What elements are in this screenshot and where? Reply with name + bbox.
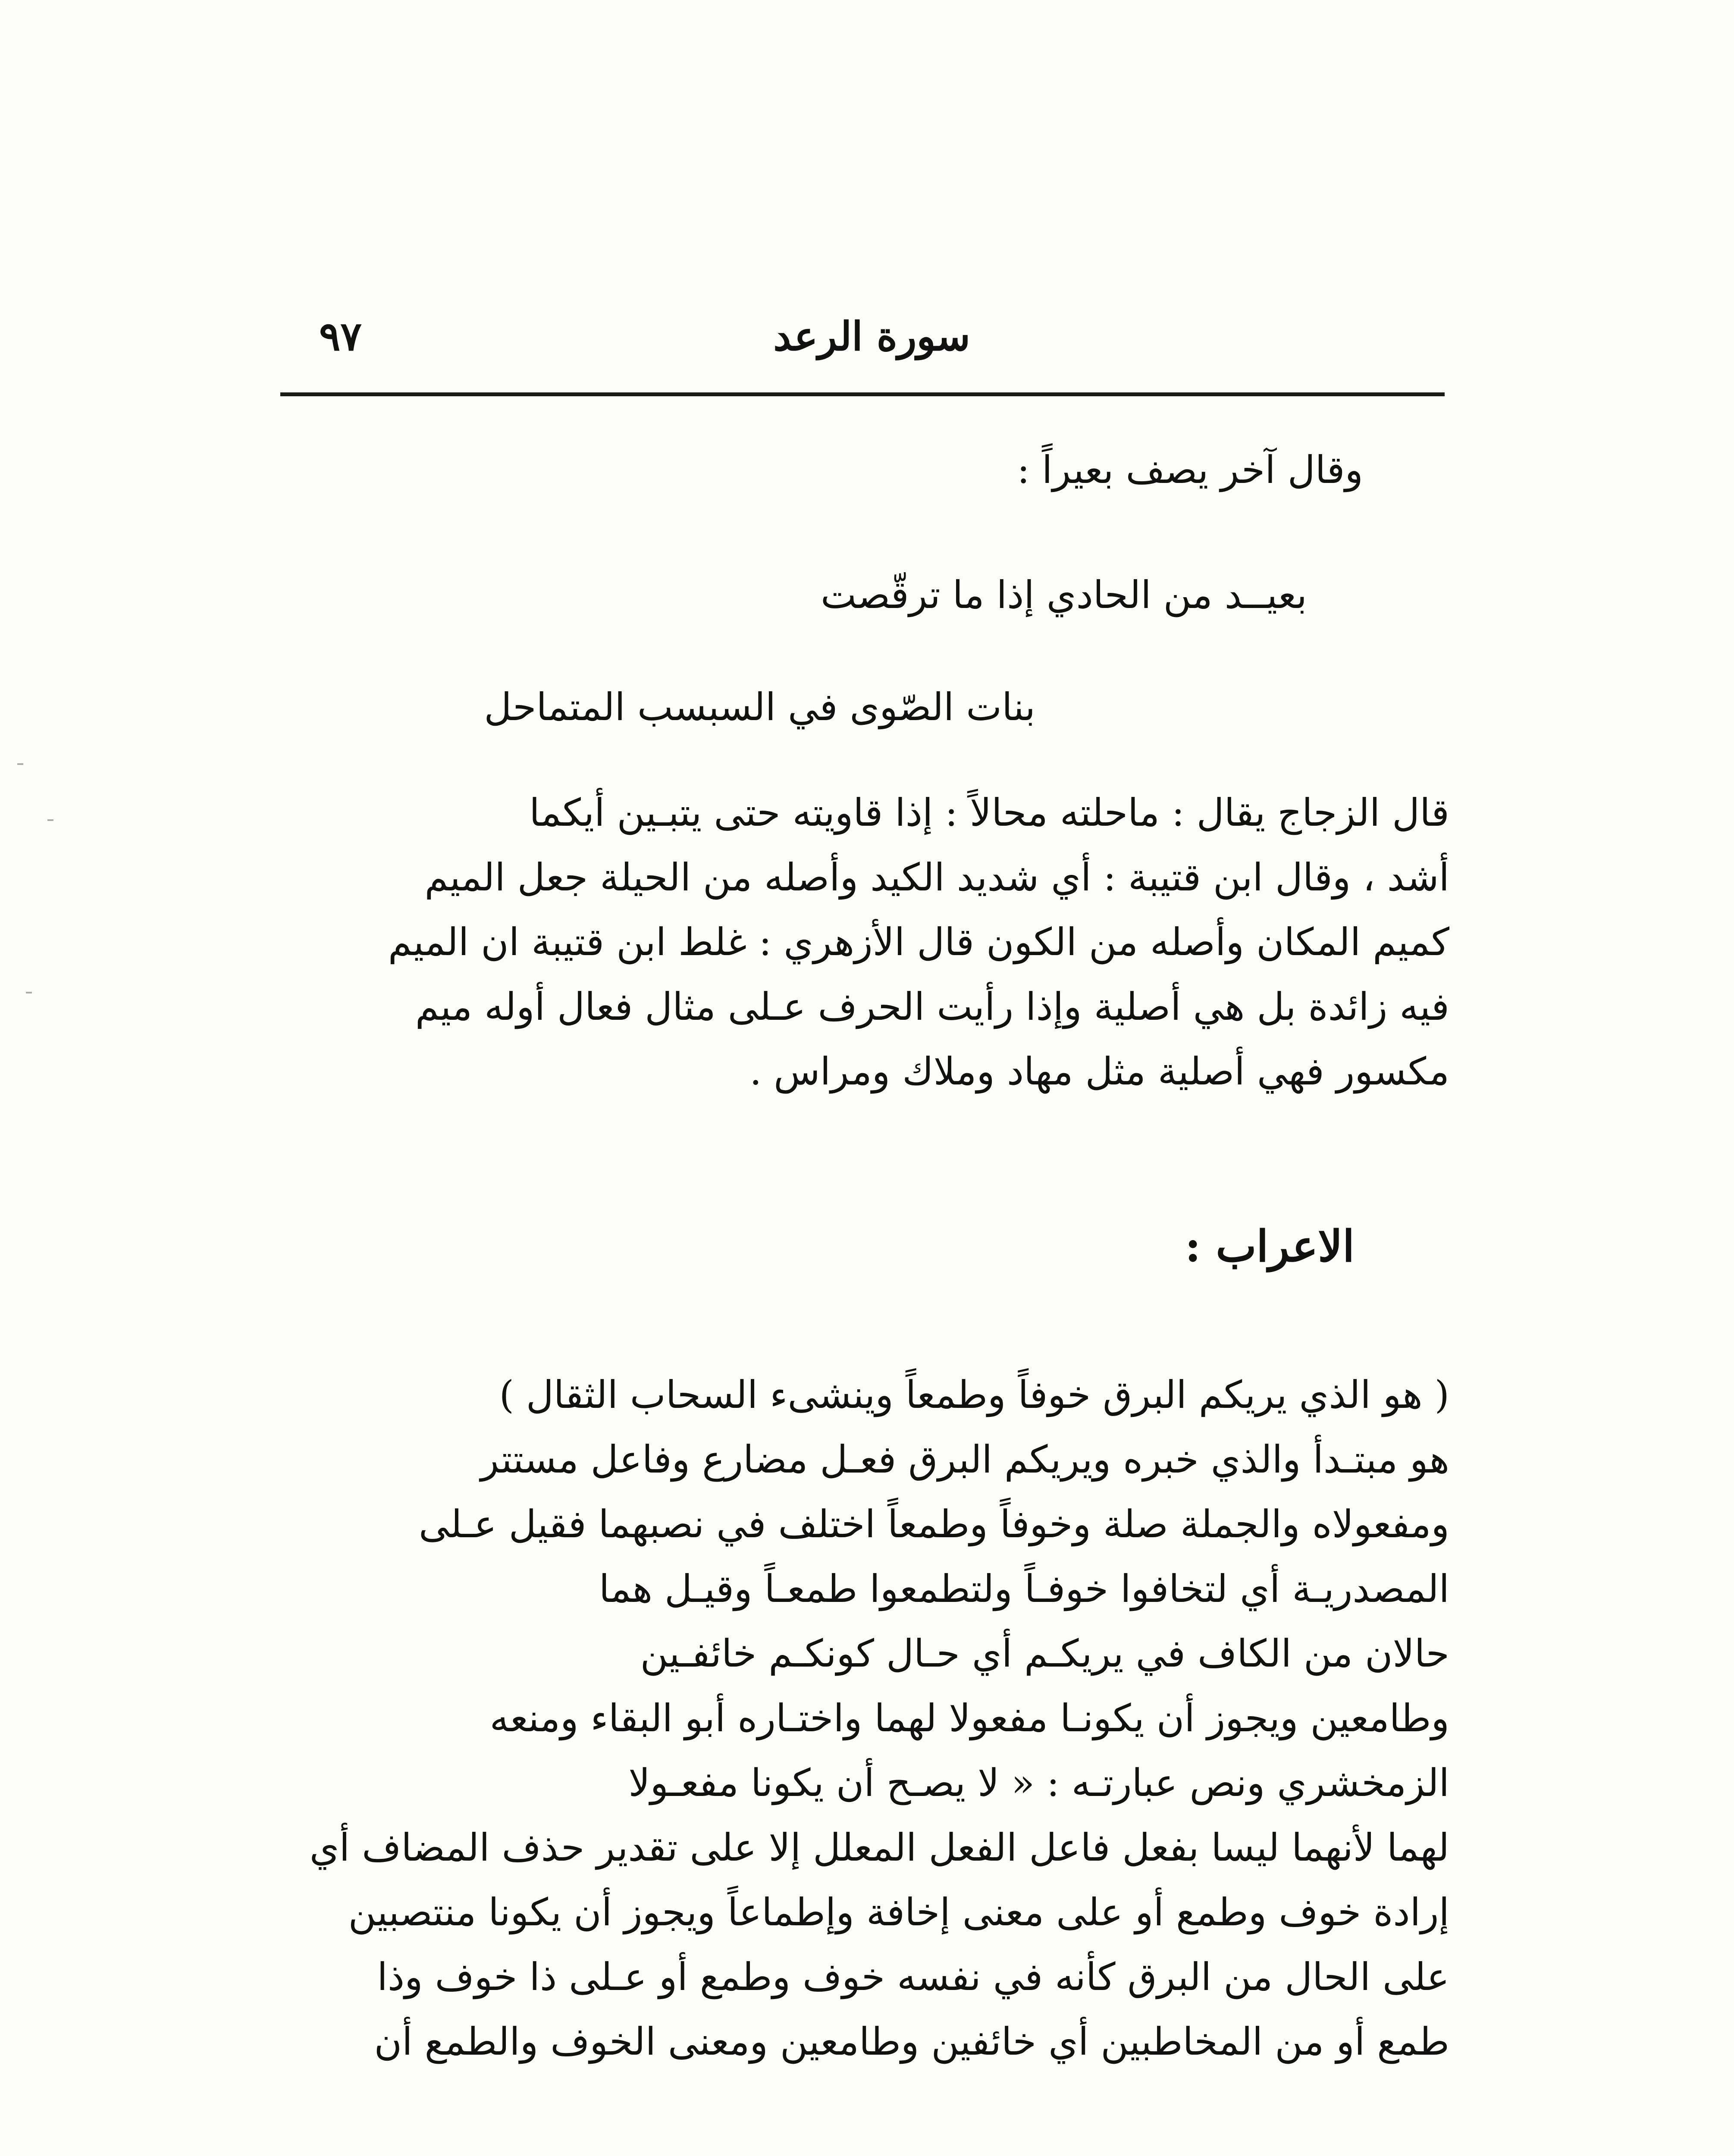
paragraph-line: الزمخشري ونص عبارتـه : « لا يصـح أن يكونا مفعـولا [628, 1761, 1449, 1805]
verse-line-1: بعيــد من الحادي إذا ما ترقّصت [820, 573, 1307, 617]
paragraph-line: لهما لأنهما ليسا بفعل فاعل الفعل المعلل إلا على تقدير حذف المضاف أي [309, 1825, 1449, 1870]
paragraph-line: حالان من الكاف في يريكـم أي حـال كونكـم خائفـين [640, 1631, 1449, 1676]
paragraph-line: ( هو الذي يريكم البرق خوفاً وطمعاً وينشىء السحاب الثقال ) [499, 1373, 1449, 1417]
running-header [280, 302, 1445, 371]
paragraph-lexical-note [285, 780, 1449, 1104]
paragraph-line: كميم المكان وأصله من الكون قال الأزهري : غلط ابن قتيبة ان الميم [388, 920, 1449, 964]
paragraph-line: هو مبتـدأ والذي خبره ويريكم البرق فعـل مضارع وفاعل مستتر [480, 1437, 1449, 1482]
scan-speck [26, 992, 32, 993]
verse-line-2: بنات الصّوى في السبسب المتماحل [484, 685, 1035, 729]
header-rule [280, 392, 1445, 396]
paragraph-line: ومفعولاه والجملة صلة وخوفاً وطمعاً اختلف في نصبهما فقيل عـلى [418, 1502, 1449, 1546]
scan-speck [17, 763, 23, 765]
scan-speck [47, 819, 53, 821]
paragraph-line: قال الزجاج يقال : ماحلته محالاً : إذا قاويته حتى يتبـين أيكما [529, 790, 1449, 835]
paragraph-line: فيه زائدة بل هي أصلية وإذا رأيت الحرف عـلى مثال فعال أوله ميم [415, 984, 1449, 1029]
paragraph-line: طمع أو من المخاطبين أي خائفين وطامعين ومعنى الخوف والطمع أن [374, 2019, 1449, 2064]
paragraph-line: على الحال من البرق كأنه في نفسه خوف وطمع أو عـلى ذا خوف وذا [377, 1955, 1449, 1999]
paragraph-grammar [285, 1363, 1449, 2074]
paragraph-line: إرادة خوف وطمع أو على معنى إخافة وإطماعاً ويجوز أن يكونا منتصبين [348, 1890, 1449, 1934]
page-number: ٩٧ [319, 313, 362, 360]
paragraph-line: وطامعين ويجوز أن يكونـا مفعولا لهما واختـاره أبو البقاء ومنعه [489, 1696, 1449, 1740]
paragraph-line: المصدريـة أي لتخافوا خوفـاً ولتطمعوا طمعـاً وقيـل هما [599, 1567, 1449, 1611]
running-title: سورة الرعد [773, 313, 970, 360]
intro-line: وقال آخر يصف بعيراً : [1017, 448, 1363, 492]
section-heading: الاعراب : [1185, 1221, 1355, 1272]
paragraph-line: مكسور فهي أصلية مثل مهاد وملاك ومراس . [749, 1049, 1449, 1094]
paragraph-line: أشد ، وقال ابن قتيبة : أي شديد الكيد وأصله من الحيلة جعل الميم [424, 855, 1449, 899]
